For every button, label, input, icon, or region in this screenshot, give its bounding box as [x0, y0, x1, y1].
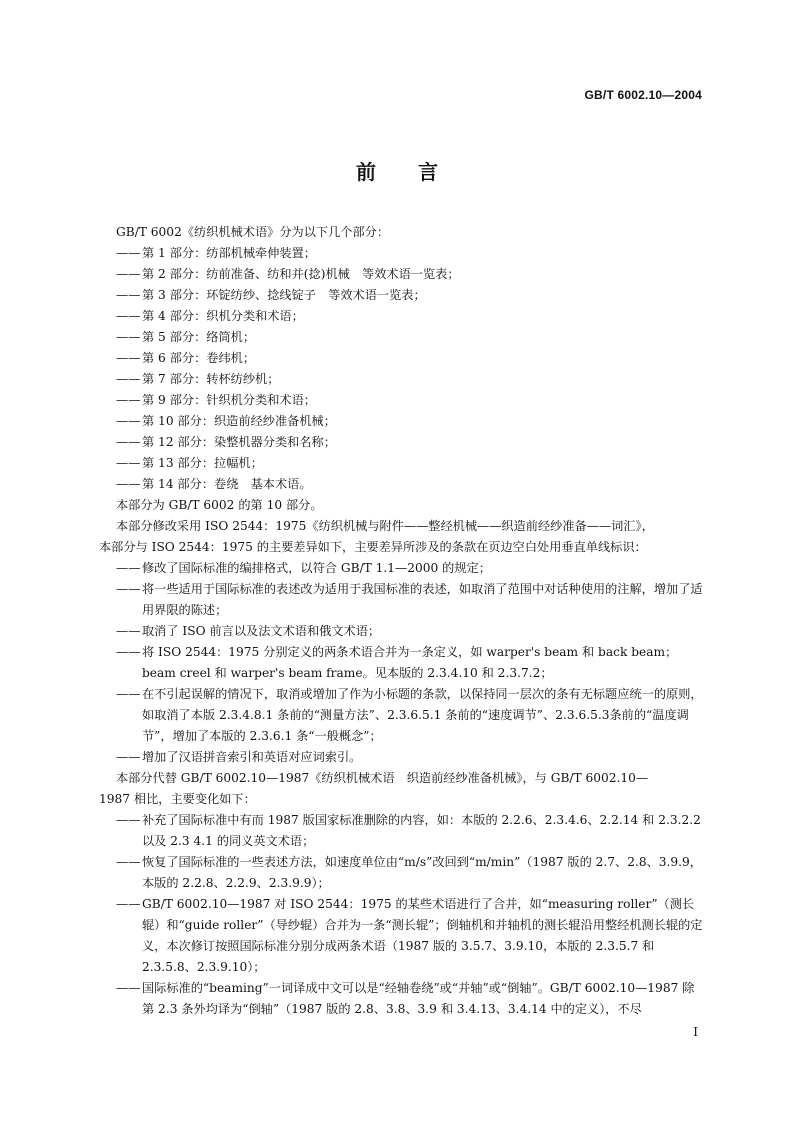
paragraph-text: 第 1 部分：纺部机械牵伸装置；: [142, 246, 316, 260]
list-dash: ——: [116, 750, 141, 764]
list-item: [99, 810, 703, 852]
paragraph-text: GB/T 6002《纺织机械术语》分为以下几个部分：: [116, 225, 390, 239]
list-dash: ——: [116, 855, 141, 869]
paragraph-text: 第 7 部分：转杯纺纱机；: [142, 372, 280, 386]
list-item: [99, 558, 703, 579]
list-dash: ——: [116, 456, 141, 470]
list-item: [99, 621, 703, 642]
paragraph-text: 1987 相比，主要变化如下：: [99, 792, 256, 806]
paragraph-text: 增加了汉语拼音索引和英语对应词索引。: [142, 750, 362, 764]
paragraph-text: 恢复了国际标准的一些表述方法，如速度单位由“m/s”改回到“m/min”（1987 版的 2.7、2.8、3.9.9，本版的 2.2.8、2.2.9、2.3.9.9）；: [142, 855, 702, 890]
paragraph-text: 本部分与 ISO 2544：1975 的主要差异如下，主要差异所涉及的条款在页边空白处用垂直单线标识：: [99, 540, 647, 554]
list-dash: ——: [116, 981, 141, 995]
list-item: [99, 474, 703, 495]
paragraph-text: 第 10 部分：织造前经纱准备机械；: [142, 414, 336, 428]
list-dash: ——: [116, 624, 141, 638]
list-item: [99, 327, 703, 348]
list-item: [99, 684, 703, 747]
paragraph-text: 第 5 部分：络筒机；: [142, 330, 256, 344]
paragraph-text: 第 13 部分：拉幅机；: [142, 456, 263, 470]
paragraph-text: 在不引起误解的情况下，取消或增加了作为小标题的条款，以保持同一层次的条有无标题应统一的原则，如取消了本版 2.3.4.8.1 条前的“测量方法”、2.3.6.5.1 条前的“速度调节”、2.3.6.5.3条前的“温度调节”，增加了本版的 2.3.6.1 条“一般概念”；: [142, 687, 703, 743]
paragraph-text: GB/T 6002.10—1987 对 ISO 2544：1975 的某些术语进行了合并，如“measuring roller”（测长辊）和“guide roller”（导纱辊）合并为一条“测长辊”；倒轴机和并轴机的测长辊沿用整经机测长辊的定义，本次修订按照国际标准分别分成两条术语（1987 版的 3.5.7、3.9.10，本版的 2.3.5.7 和 2.3.5.8、2.3.9.10）；: [142, 897, 703, 974]
list-dash: ——: [116, 267, 141, 281]
list-item: [99, 579, 703, 621]
list-item: [99, 264, 703, 285]
paragraph-text: 修改了国际标准的编排格式，以符合 GB/T 1.1—2000 的规定；: [142, 561, 491, 575]
paragraph-text: 第 6 部分：卷纬机；: [142, 351, 256, 365]
list-item: [99, 369, 703, 390]
paragraph-text: 将 ISO 2544：1975 分别定义的两条术语合并为一条定义，如 warper's beam 和 back beam；beam creel 和 warper's beam frame。见本版的 2.3.4.10 和 2.3.7.2；: [142, 645, 678, 680]
list-item: [99, 306, 703, 327]
foreword-body: [99, 222, 703, 1020]
list-dash: ——: [116, 372, 141, 386]
list-dash: ——: [116, 435, 141, 449]
page-title: 前言: [356, 160, 480, 184]
standard-code: GB/T 6002.10—2004: [584, 88, 702, 102]
list-item: [99, 411, 703, 432]
list-dash: ——: [116, 561, 141, 575]
list-dash: ——: [116, 813, 141, 827]
list-item: [99, 285, 703, 306]
paragraph-text: 国际标准的“beaming”一词译成中文可以是“经轴卷绕”或“并轴”或“倒轴”。GB/T 6002.10—1987 除第 2.3 条外均译为“倒轴”（1987 版的 2.8、3.8、3.9 和 3.4.13、3.4.14 中的定义），不尽: [142, 981, 695, 1016]
list-dash: ——: [116, 414, 141, 428]
paragraph: [99, 768, 703, 789]
page-number: I: [693, 1025, 698, 1039]
list-item: [99, 348, 703, 369]
list-item: [99, 852, 703, 894]
list-item: [99, 390, 703, 411]
list-item: [99, 747, 703, 768]
paragraph-text: 本部分修改采用 ISO 2544：1975《纺织机械与附件——整经机械——织造前经纱准备——词汇》，: [116, 519, 654, 533]
paragraph-text: 第 2 部分：纺前准备、纺和并(捻)机械 等效术语一览表；: [142, 267, 460, 281]
paragraph: [99, 495, 703, 516]
list-item: [99, 243, 703, 264]
paragraph-text: 取消了 ISO 前言以及法文术语和俄文术语；: [142, 624, 381, 638]
list-dash: ——: [116, 477, 141, 491]
list-dash: ——: [116, 645, 141, 659]
paragraph-text: 第 3 部分：环锭纺纱、捻线锭子 等效术语一览表；: [142, 288, 426, 302]
paragraph: [99, 537, 703, 558]
list-item: [99, 978, 703, 1020]
list-dash: ——: [116, 309, 141, 323]
list-dash: ——: [116, 351, 141, 365]
list-item: [99, 642, 703, 684]
paragraph: [99, 222, 703, 243]
list-dash: ——: [116, 246, 141, 260]
list-dash: ——: [116, 687, 141, 701]
paragraph-text: 第 4 部分：织机分类和术语；: [142, 309, 304, 323]
paragraph: [99, 789, 703, 810]
list-item: [99, 432, 703, 453]
paragraph-text: 本部分为 GB/T 6002 的第 10 部分。: [116, 498, 323, 512]
list-dash: ——: [116, 897, 141, 911]
list-item: [99, 894, 703, 978]
list-dash: ——: [116, 288, 141, 302]
paragraph-text: 本部分代替 GB/T 6002.10—1987《纺织机械术语 织造前经纱准备机械》，与 GB/T 6002.10—: [116, 771, 649, 785]
paragraph-text: 将一些适用于国际标准的表述改为适用于我国标准的表述，如取消了范围中对话种使用的注解，增加了适用界限的陈述；: [142, 582, 703, 617]
paragraph: [99, 516, 703, 537]
paragraph-text: 第 12 部分：染整机器分类和名称；: [142, 435, 336, 449]
list-dash: ——: [116, 393, 141, 407]
paragraph-text: 第 9 部分：针织机分类和术语；: [142, 393, 316, 407]
list-dash: ——: [116, 582, 141, 596]
list-dash: ——: [116, 330, 141, 344]
list-item: [99, 453, 703, 474]
paragraph-text: 补充了国际标准中有而 1987 版国家标准删除的内容，如：本版的 2.2.6、2.3.4.6、2.2.14 和 2.3.2.2 以及 2.3 4.1 的同义英文术语；: [142, 813, 701, 848]
paragraph-text: 第 14 部分：卷绕 基本术语。: [142, 477, 312, 491]
